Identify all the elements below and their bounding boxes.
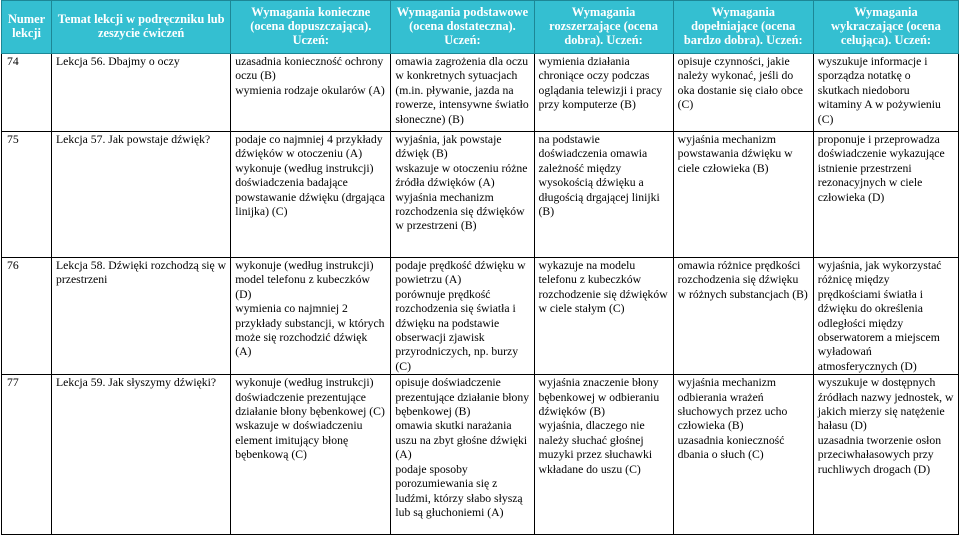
- requirement-item: wyszukuje w dostępnych źródłach nazwy jednostek, w jakich mierzy się natężenie hałasu (D): [817, 376, 954, 433]
- lesson-topic: Lekcja 58. Dźwięki rozchodzą się w przestrzeni: [52, 258, 231, 375]
- complementary-requirements-cell: [673, 375, 813, 535]
- requirement-item: wymienia co najmniej 2 przykłady substancji, w których może się rozchodzić dźwięk (A): [235, 302, 385, 359]
- requirement-item: wykazuje na modelu telefonu z kubeczków rozchodzenie się dźwięków w ciele stałym (C): [538, 259, 668, 316]
- fundamental-requirements-cell: [391, 54, 534, 132]
- requirement-item: wskazuje w doświadczeniu element imitujący błonę bębenkową (C): [235, 419, 363, 462]
- requirement-item: wymienia rodzaje okularów (A): [235, 83, 385, 97]
- basic-requirements-cell: [231, 258, 391, 375]
- requirement-item: omawia skutki narażania uszu na zbyt głośne dźwięki (A): [395, 419, 528, 462]
- header-row: [2, 1, 959, 54]
- lesson-number: 74: [2, 54, 52, 132]
- requirement-item: opisuje doświadczenie prezentujące działanie błony bębenkowej (B): [395, 376, 530, 419]
- requirement-item: opisuje czynności, jakie należy wykonać, jeśli do oka dostanie się ciało obce (C): [677, 55, 803, 112]
- lesson-topic: Lekcja 57. Jak powstaje dźwięk?: [52, 132, 231, 258]
- requirement-item: podaje co najmniej 4 przykłady dźwięków w otoczeniu (A): [235, 133, 383, 161]
- requirements-table: [1, 0, 959, 535]
- requirement-item: wyszukuje informacje i sporządza notatkę o skutkach niedoboru witaminy A w pożywieniu (C): [817, 55, 941, 126]
- table-body: [2, 54, 959, 535]
- lesson-number: 75: [2, 132, 52, 258]
- lesson-topic: Lekcja 59. Jak słyszymy dźwięki?: [52, 375, 231, 535]
- basic-requirements-cell: [231, 375, 391, 535]
- requirement-item: uzasadnia tworzenie osłon przeciwhałasowych przy ruchliwych drogach (D): [817, 433, 942, 476]
- header-lesson-topic: Temat lekcji w podręczniku lub zeszycie ćwiczeń: [52, 1, 231, 54]
- extended-requirements-cell: [534, 54, 673, 132]
- extended-requirements-cell: [534, 375, 673, 535]
- basic-requirements-cell: [231, 54, 391, 132]
- header-complementary-requirements: Wymagania dopełniające (ocena bardzo dobra). Uczeń:: [673, 1, 813, 54]
- requirement-item: porównuje prędkość rozchodzenia się światła i dźwięku na podstawie obserwacji zjawisk przyrodniczych, np. burzy (C): [395, 287, 519, 373]
- fundamental-requirements-cell: [391, 258, 534, 375]
- basic-requirements-cell: [231, 132, 391, 258]
- requirement-item: omawia różnice prędkości rozchodzenia się dźwięku w różnych substancjach (B): [677, 259, 808, 301]
- exceeding-requirements-cell: [813, 258, 958, 375]
- requirement-item: wykonuje (według instrukcji) doświadczenia badające powstawanie dźwięku (drgająca linijka) (C): [235, 161, 385, 219]
- requirement-item: podaje prędkość dźwięku w powietrzu (A): [395, 259, 526, 287]
- extended-requirements-cell: [534, 132, 673, 258]
- extended-requirements-cell: [534, 258, 673, 375]
- header-lesson-number: Numer lekcji: [2, 1, 52, 54]
- fundamental-requirements-cell: [391, 375, 534, 535]
- table-row: [2, 54, 959, 132]
- lesson-topic: Lekcja 56. Dbajmy o oczy: [52, 54, 231, 132]
- header-basic-requirements: Wymagania konieczne (ocena dopuszczająca). Uczeń:: [231, 1, 391, 54]
- exceeding-requirements-cell: [813, 375, 958, 535]
- requirement-item: uzasadnia konieczność dbania o słuch (C): [677, 433, 785, 462]
- requirement-item: wyjaśnia, dlaczego nie należy słuchać głośnej muzyki przez słuchawki wkładane do uszu (C): [538, 419, 653, 476]
- header-fundamental-requirements: Wymagania podstawowe (ocena dostateczna). Uczeń:: [391, 1, 534, 54]
- requirement-item: wymienia działania chroniące oczy podczas oglądania telewizji i pracy przy komputerze (B): [538, 55, 663, 112]
- requirement-item: wyjaśnia, jak powstaje dźwięk (B): [395, 133, 502, 161]
- requirement-item: wyjaśnia znaczenie błony bębenkowej w odbieraniu dźwięków (B): [538, 376, 660, 419]
- requirement-item: wyjaśnia mechanizm powstawania dźwięku w ciele człowieka (B): [677, 133, 793, 175]
- requirement-item: wykonuje (według instrukcji) doświadczenie prezentujące działanie błony bębenkowej (C): [235, 376, 385, 419]
- table-row: [2, 375, 959, 535]
- requirement-item: na podstawie doświadczenia omawia zależność między wysokością dźwięku a długością drgającej linijki (B): [538, 133, 660, 219]
- requirement-item: wyjaśnia mechanizm odbierania wrażeń słuchowych przez ucho człowieka (B): [677, 376, 788, 433]
- requirement-item: proponuje i przeprowadza doświadczenie wykazujące istnienie przestrzeni rezonacyjnych w ciele człowieka (D): [817, 133, 945, 204]
- exceeding-requirements-cell: [813, 132, 958, 258]
- complementary-requirements-cell: [673, 132, 813, 258]
- requirement-item: omawia zagrożenia dla oczu w konkretnych sytuacjach (m.in. pływanie, jazda na rowerze, intensywne światło słoneczne) (B): [395, 55, 529, 126]
- requirement-item: wyjaśnia mechanizm rozchodzenia się dźwięków w przestrzeni (B): [395, 190, 525, 233]
- header-exceeding-requirements: Wymagania wykraczające (ocena celująca). Uczeń:: [813, 1, 958, 54]
- requirement-item: uzasadnia konieczność ochrony oczu (B): [235, 55, 384, 83]
- complementary-requirements-cell: [673, 54, 813, 132]
- lesson-number: 77: [2, 375, 52, 535]
- lesson-number: 76: [2, 258, 52, 375]
- header-extended-requirements: Wymagania rozszerzające (ocena dobra). Uczeń:: [534, 1, 673, 54]
- requirement-item: wyjaśnia, jak wykorzystać różnicę między prędkościami światła i dźwięku do określenia odległości między obserwatorem a miejscem wyładowań atmosferycznych (D): [817, 259, 942, 373]
- requirement-item: podaje sposoby porozumiewania się z ludźmi, którzy słabo słyszą lub są głuchoniemi (A): [395, 462, 523, 519]
- requirement-item: wykonuje (według instrukcji) model telefonu z kubeczków (D): [235, 259, 374, 301]
- complementary-requirements-cell: [673, 258, 813, 375]
- requirement-item: wskazuje w otoczeniu różne źródła dźwięków (A): [395, 161, 528, 190]
- exceeding-requirements-cell: [813, 54, 958, 132]
- table-row: [2, 258, 959, 375]
- fundamental-requirements-cell: [391, 132, 534, 258]
- table-row: [2, 132, 959, 258]
